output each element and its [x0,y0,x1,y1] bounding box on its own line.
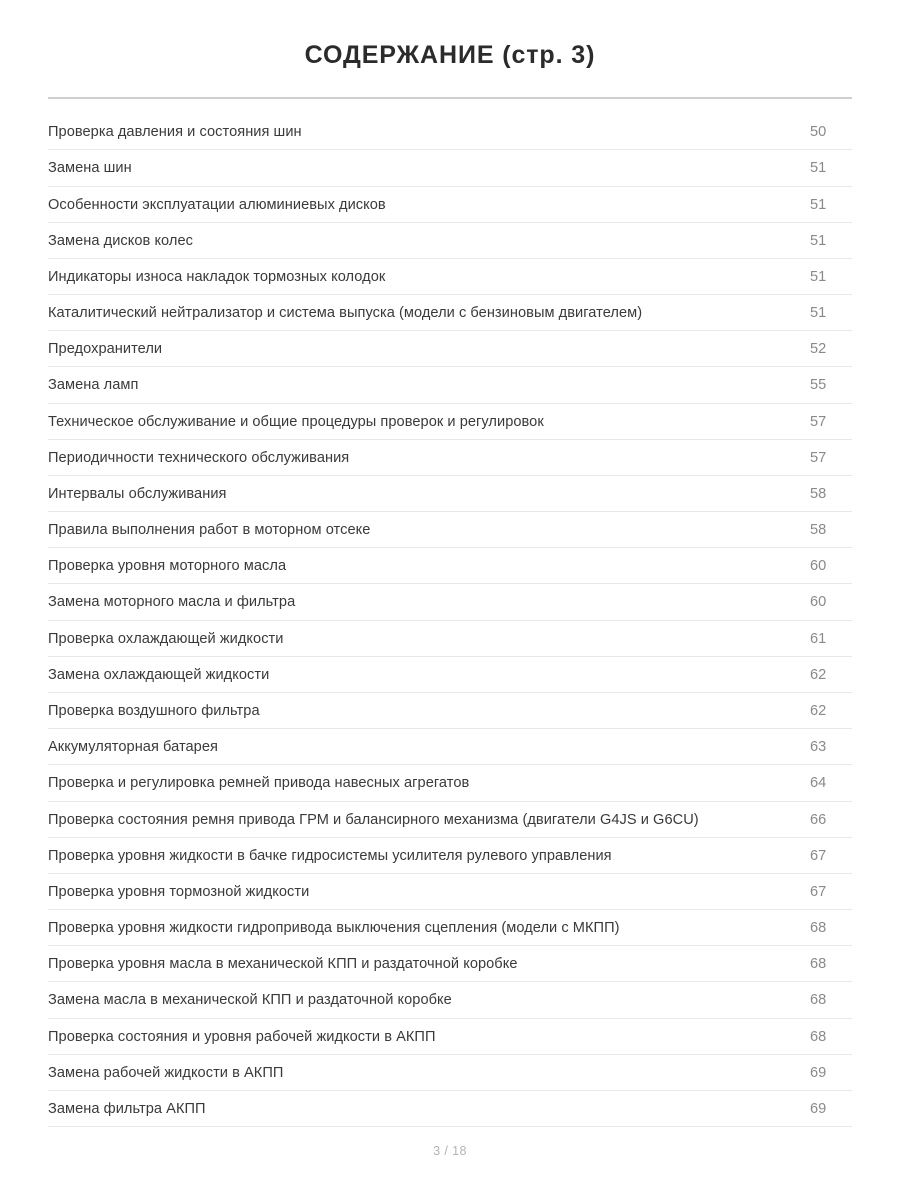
toc-entry-page-number: 51 [810,160,827,177]
page-footer: 3 / 18 [433,1144,467,1158]
toc-entry[interactable] [48,874,852,910]
toc-entry[interactable] [48,440,852,476]
toc-entry-page-number: 52 [810,341,827,358]
toc-entry[interactable] [48,657,852,693]
toc-entry-page-number: 57 [810,413,827,430]
toc-entry[interactable] [48,621,852,657]
toc-entry-page-number: 60 [810,594,827,611]
toc-entry-label: Замена охлаждающей жидкости [48,666,270,683]
toc-entry[interactable] [48,512,852,548]
toc-entry-page-number: 55 [810,377,827,394]
toc-entry-page-number: 68 [810,1028,827,1045]
toc-entry[interactable] [48,331,852,367]
toc-entry-page-number: 69 [810,1064,827,1081]
toc-entry-label: Замена ламп [48,377,139,394]
toc-entry[interactable] [48,476,852,512]
toc-entry-page-number: 58 [810,485,827,502]
toc-entry-page-number: 67 [810,883,827,900]
toc-entry-label: Предохранители [48,341,163,358]
toc-entry[interactable] [48,150,852,186]
toc-entry-page-number: 66 [810,811,827,828]
toc-entry-label: Особенности эксплуатации алюминиевых дисков [48,196,386,213]
toc-entry-label: Проверка охлаждающей жидкости [48,630,284,647]
toc-entry-label: Проверка давления и состояния шин [48,124,302,141]
toc-entry-label: Проверка и регулировка ремней привода навесных агрегатов [48,775,470,792]
toc-entry-label: Проверка воздушного фильтра [48,703,260,719]
toc-entry-page-number: 51 [810,268,827,285]
title-divider [48,97,852,99]
toc-entry-label: Проверка уровня тормозной жидкости [48,883,310,900]
toc-entry[interactable] [48,259,852,295]
toc-entry-page-number: 51 [810,232,827,249]
toc-entry-page-number: 60 [810,558,827,575]
toc-entry-page-number: 58 [810,522,827,539]
table-of-contents [48,114,852,1127]
toc-entry-page-number: 62 [810,703,827,719]
toc-entry-label: Проверка состояния и уровня рабочей жидкости в АКПП [48,1028,436,1045]
toc-entry-page-number: 51 [810,196,827,213]
toc-entry-page-number: 68 [810,992,827,1009]
toc-entry-page-number: 64 [810,775,827,792]
toc-entry-page-number: 68 [810,956,827,973]
toc-entry-label: Каталитический нейтрализатор и система выпуска (модели с бензиновым двигателем) [48,305,643,322]
toc-entry[interactable] [48,367,852,403]
toc-entry[interactable] [48,946,852,982]
toc-entry-label: Проверка уровня моторного масла [48,558,287,575]
toc-entry-label: Замена фильтра АКПП [48,1100,206,1117]
toc-entry-page-number: 62 [810,666,827,683]
toc-entry-label: Замена шин [48,160,132,177]
toc-entry-label: Техническое обслуживание и общие процедуры проверок и регулировок [48,413,544,430]
toc-entry-label: Проверка состояния ремня привода ГРМ и балансирного механизма (двигатели G4JS и G6CU) [48,811,699,828]
toc-entry-page-number: 61 [810,630,827,647]
toc-entry-label: Проверка уровня масла в механической КПП и раздаточной коробке [48,956,518,973]
toc-entry-label: Замена дисков колес [48,232,193,249]
toc-entry[interactable] [48,223,852,259]
toc-entry[interactable] [48,114,852,150]
toc-entry[interactable] [48,295,852,331]
page-title: СОДЕРЖАНИЕ (стр. 3) [304,41,596,69]
toc-entry[interactable] [48,765,852,801]
toc-entry-label: Проверка уровня жидкости гидропривода выключения сцепления (модели с МКПП) [48,920,620,937]
toc-entry-label: Периодичности технического обслуживания [48,449,350,466]
toc-entry[interactable] [48,693,852,729]
toc-entry-page-number: 63 [810,739,827,756]
toc-entry-page-number: 69 [810,1100,827,1117]
toc-entry-label: Замена масла в механической КПП и раздаточной коробке [48,992,452,1009]
toc-entry[interactable] [48,729,852,765]
toc-entry-label: Проверка уровня жидкости в бачке гидросистемы усилителя рулевого управления [48,847,612,864]
toc-entry[interactable] [48,838,852,874]
toc-entry[interactable] [48,1091,852,1127]
toc-entry-label: Замена моторного масла и фильтра [48,594,296,611]
toc-entry-label: Правила выполнения работ в моторном отсеке [48,522,371,539]
toc-entry[interactable] [48,404,852,440]
toc-entry-page-number: 50 [810,124,827,141]
toc-entry-label: Интервалы обслуживания [48,485,227,502]
toc-entry-label: Индикаторы износа накладок тормозных колодок [48,268,386,285]
toc-entry[interactable] [48,1019,852,1055]
toc-entry-page-number: 68 [810,920,827,937]
toc-entry-label: Замена рабочей жидкости в АКПП [48,1064,284,1081]
toc-entry[interactable] [48,187,852,223]
toc-entry[interactable] [48,982,852,1018]
toc-entry[interactable] [48,584,852,620]
toc-entry-label: Аккумуляторная батарея [48,739,218,756]
toc-entry[interactable] [48,910,852,946]
toc-entry-page-number: 57 [810,449,827,466]
toc-entry[interactable] [48,802,852,838]
toc-entry-page-number: 67 [810,847,827,864]
toc-entry[interactable] [48,1055,852,1091]
toc-entry-page-number: 51 [810,305,827,322]
toc-entry[interactable] [48,548,852,584]
